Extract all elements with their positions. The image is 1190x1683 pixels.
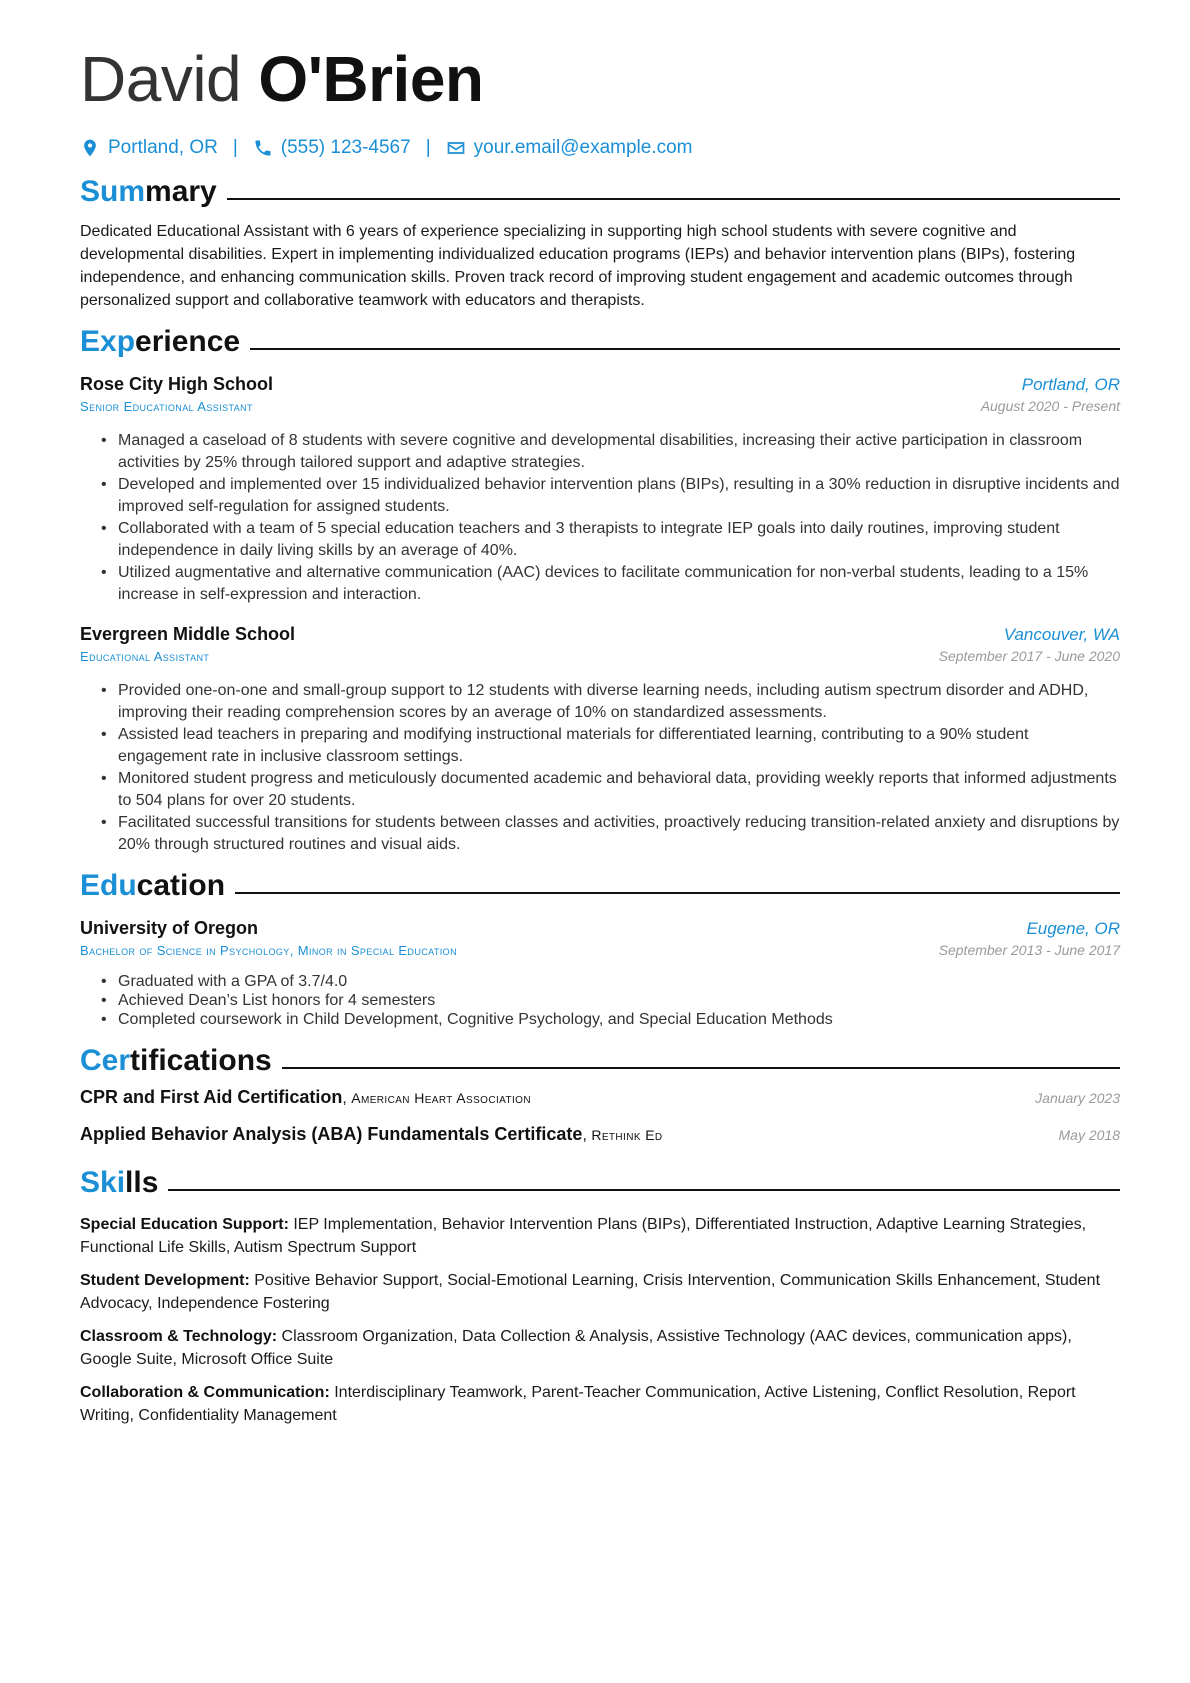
experience-entry (80, 374, 1120, 606)
first-name: David (80, 43, 242, 115)
summary-text: Dedicated Educational Assistant with 6 years of experience specializing in supporting high school students with severe cognitive and developmental disabilities. Expert in implementing individualized education programs (IEPs) and behavior intervention plans (BIPs), fostering independence, and enhancing communication skills. Proven track record of improving student engagement and academic outcomes through personalized support and collaborative teamwork with educators and therapists. (80, 223, 1076, 309)
section-rule (282, 1067, 1120, 1069)
skill-group-items: IEP Implementation, Behavior Intervention Plans (BIPs), Differentiated Instruction, Adaptive Learning Strategies, Functional Life Skills, Autism Spectrum Support (80, 1216, 1087, 1256)
last-name: O'Brien (258, 43, 484, 115)
list-item: • Developed and implemented over 15 individualized behavior intervention plans (BIPs), resulting in a 30% reduction in disruptive incidents and improved self-regulation for assigned students. (118, 474, 1120, 518)
candidate-name (80, 40, 1120, 118)
certification-date: January 2023 (1035, 1090, 1120, 1106)
section-summary-title (80, 172, 1120, 212)
section-title-rest: tifications (130, 1044, 272, 1077)
list-item: • Achieved Dean’s List honors for 4 semesters (118, 991, 1120, 1010)
skill-group-items: Positive Behavior Support, Social-Emotional Learning, Crisis Intervention, Communication Skills Enhancement, Student Advocacy, Independence Fostering (80, 1272, 1101, 1312)
section-skills-title (80, 1163, 1120, 1203)
list-item: • Monitored student progress and meticulously documented academic and behavioral data, providing weekly reports that informed adjustments to 504 plans for over 20 students. (118, 768, 1120, 812)
entry-organization: Evergreen Middle School (80, 624, 296, 644)
section-title-rest: lls (125, 1166, 159, 1199)
contact-separator: | (425, 137, 431, 158)
contact-email[interactable] (446, 137, 693, 159)
section-certifications-title (80, 1041, 1120, 1081)
certification-entry: Applied Behavior Analysis (ABA) Fundamentals Certificate, Rethink Ed May 2018 (80, 1124, 1120, 1144)
envelope-icon (446, 138, 466, 158)
skill-group (80, 1213, 1120, 1259)
list-item: • Utilized augmentative and alternative communication (AAC) devices to facilitate communication for non-verbal students, leading to a 15% increase in self-expression and interaction. (118, 562, 1120, 606)
section-title-rest: erience (135, 325, 241, 358)
list-item: • Managed a caseload of 8 students with severe cognitive and developmental disabilities, increasing their active participation in classroom activities by 25% through tailored support and adaptive strategies. (118, 430, 1120, 474)
entry-location: Vancouver, WA (1003, 625, 1120, 644)
skill-group-label: Student Development: (80, 1272, 250, 1289)
skill-group-items: Interdisciplinary Teamwork, Parent-Teacher Communication, Active Listening, Conflict Resolution, Report Writing, Confidentiality Management (80, 1384, 1076, 1424)
section-title-accent: Edu (80, 869, 137, 902)
list-item: • Assisted lead teachers in preparing and modifying instructional materials for differentiated learning, contributing to a 90% student engagement rate in inclusive classroom settings. (118, 724, 1120, 768)
skill-group (80, 1381, 1120, 1427)
certification-entry: CPR and First Aid Certification, American Heart Association January 2023 (80, 1087, 1120, 1107)
section-rule (235, 892, 1120, 894)
email-link[interactable]: your.email@example.com (473, 137, 693, 158)
section-rule (250, 348, 1120, 350)
skill-group-label: Collaboration & Communication: (80, 1384, 330, 1401)
skill-group (80, 1269, 1120, 1315)
section-experience-title (80, 322, 1120, 362)
entry-degree: Bachelor of Science in Psychology, Minor in Special Education (80, 943, 457, 958)
certification-date: May 2018 (1058, 1127, 1120, 1143)
certification-name: CPR and First Aid Certification (80, 1087, 343, 1107)
list-item: • Provided one-on-one and small-group support to 12 students with diverse learning needs, including autism spectrum disorder and ADHD, improving their reading comprehension scores by an average of 10% on standardized assessments. (118, 680, 1120, 724)
contact-bar (80, 132, 1120, 164)
location-text: Portland, OR (108, 137, 218, 158)
list-item: • Collaborated with a team of 5 special education teachers and 3 therapists to integrate IEP goals into daily routines, improving student independence in daily living skills by an average of 40%. (118, 518, 1120, 562)
bullet-list (80, 680, 1120, 856)
certification-name: Applied Behavior Analysis (ABA) Fundamentals Certificate (80, 1124, 583, 1144)
phone-icon (253, 138, 273, 158)
skill-group-label: Special Education Support: (80, 1216, 289, 1233)
list-item: • Graduated with a GPA of 3.7/4.0 (118, 972, 1120, 991)
entry-organization: Rose City High School (80, 374, 274, 394)
contact-location (80, 137, 218, 159)
entry-location: Eugene, OR (1026, 919, 1120, 938)
entry-date: September 2017 - June 2020 (938, 648, 1120, 664)
experience-entry (80, 624, 1120, 856)
bullet-list (80, 972, 1120, 1029)
list-item: • Facilitated successful transitions for students between classes and activities, proactively reducing transition-related anxiety and disruptions by 20% through structured routines and visual aids. (118, 812, 1120, 856)
education-entry (80, 918, 1120, 1029)
entry-date: August 2020 - Present (980, 398, 1120, 414)
entry-role: Educational Assistant (80, 649, 210, 664)
list-item: • Completed coursework in Child Development, Cognitive Psychology, and Special Education Methods (118, 1010, 1120, 1029)
certification-issuer: American Heart Association (351, 1090, 531, 1106)
section-rule (168, 1189, 1120, 1191)
resume-page (80, 40, 1120, 1427)
section-rule (227, 198, 1120, 200)
entry-organization: University of Oregon (80, 918, 259, 938)
entry-location: Portland, OR (1021, 375, 1120, 394)
skill-group-label: Classroom & Technology: (80, 1328, 278, 1345)
section-title-rest: mary (145, 175, 217, 208)
bullet-list (80, 430, 1120, 606)
entry-date: September 2013 - June 2017 (938, 942, 1120, 958)
section-title-accent: Exp (80, 325, 136, 358)
section-title-accent: Cer (80, 1044, 131, 1077)
section-education-title (80, 866, 1120, 906)
map-marker-icon (80, 138, 100, 158)
skill-group (80, 1325, 1120, 1371)
skill-group-items: Classroom Organization, Data Collection & Analysis, Assistive Technology (AAC devices, communication apps), Google Suite, Microsoft Office Suite (80, 1328, 1072, 1368)
contact-separator: | (232, 137, 238, 158)
section-title-rest: cation (136, 869, 226, 902)
entry-role: Senior Educational Assistant (80, 399, 253, 414)
section-title-accent: Sum (80, 175, 146, 208)
certification-issuer: Rethink Ed (591, 1127, 663, 1143)
section-title-accent: Ski (80, 1166, 126, 1199)
contact-phone (253, 137, 411, 159)
phone-text: (555) 123-4567 (280, 137, 411, 158)
